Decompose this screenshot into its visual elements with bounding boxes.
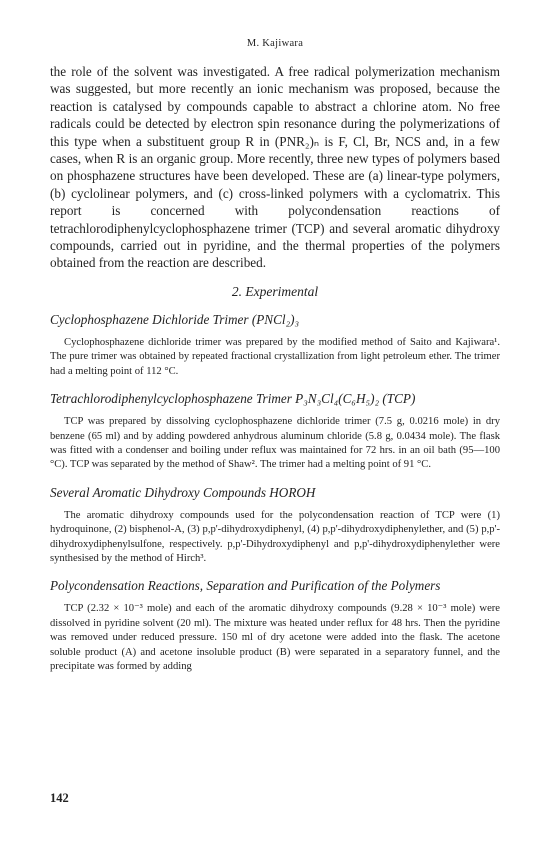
subsection-dihydroxy xyxy=(50,485,500,567)
section-title: 2. Experimental xyxy=(231,283,319,299)
subsection-text: TCP (2.32 × 10⁻³ mole) and each of the aromatic dihydroxy compounds (9.28 × 10⁻³ mole) were dissolved in pyridine solvent (20 ml). The mixture was heated under reflux for 48 hrs. Then the pyridine was removed under reduced pressure. 150 ml of dry acetone were added into the flask. The acetone soluble product (A) and acetone insoluble product (B) were separated in a separatory funnel, and the precipitate was formed by adding xyxy=(50,603,500,672)
subsection-heading: Polycondensation Reactions, Separation and Purification of the Polymers xyxy=(50,578,441,594)
intro-paragraph: the role of the solvent was investigated. A free radical polymerization mechanism was suggested, but more recently an ionic mechanism was proposed, because the reaction is catalysed by compounds capable to abstract a chlorine atom. No free radicals could be detected by electron spin resonance during the polymerizations of this type when a substituent group R in (PNR₂)ₙ is F, Cl, Br, NCS and, in a few cases, when R is an organic group. More recently, three new types of polymers based on phosphazene structures have been developed. These are (a) linear-type polymers, (b) cyclolinear polymers, and (c) cross-linked polymers with a cyclomatrix. This report is concerned with polycondensation reactions of tetrachlorodiphenylcyclophosphazene trimer (TCP) and several aromatic dihydroxy compounds, carried out in pyridine, and the thermal properties of the polymers obtained from the reaction are described. xyxy=(50,64,500,271)
subsection-heading: Cyclophosphazene Dichloride Trimer (PNCl₂)₃ xyxy=(50,311,300,327)
subsection-text: TCP was prepared by dissolving cyclophosphazene dichloride trimer (7.5 g, 0.0216 mole) in dry benzene (65 ml) and by adding powdered anhydrous aluminum chloride (5.8 g, 0.0434 mole). The flask was fitted with a condenser and boiling under reflux was maintained for 72 hrs. in an oil bath (95—100 °C). TCP was separated by the method of Shaw². The trimer had a melting point of 91 °C. xyxy=(50,416,500,471)
running-head: M. Kajiwara xyxy=(246,38,304,49)
subsection-text: The aromatic dihydroxy compounds used for the polycondensation reaction of TCP were (1) hydroquinone, (2) bisphenol-A, (3) p,p'-dihydroxydiphenyl, (4) p,p'-dihydroxydiphenylether, and (5) p,p'-dihydroxydiphenylsulfone, respectively. p,p'-Dihydroxydiphenyl and p,p'-dihydroxydiphenylether were synthesised by the method of Hirch³. xyxy=(50,509,500,564)
subsection-text: Cyclophosphazene dichloride trimer was prepared by the modified method of Saito and Kajiwara¹. The pure trimer was obtained by repeated fractional crystallization from light petroleum ether. The trimer had a melting point of 112 °C. xyxy=(50,336,500,377)
page-number: 142 xyxy=(50,791,69,805)
page-content xyxy=(50,38,500,674)
subsection-pncl2-trimer xyxy=(50,312,500,379)
subsection-heading: Several Aromatic Dihydroxy Compounds HOROH xyxy=(50,484,316,500)
subsection-tcp xyxy=(50,391,500,473)
subsection-heading: Tetrachlorodiphenylcyclophosphazene Trimer P₃N₃Cl₄(C₆H₅)₂ (TCP) xyxy=(50,391,416,407)
subsection-polycondensation xyxy=(50,578,500,674)
